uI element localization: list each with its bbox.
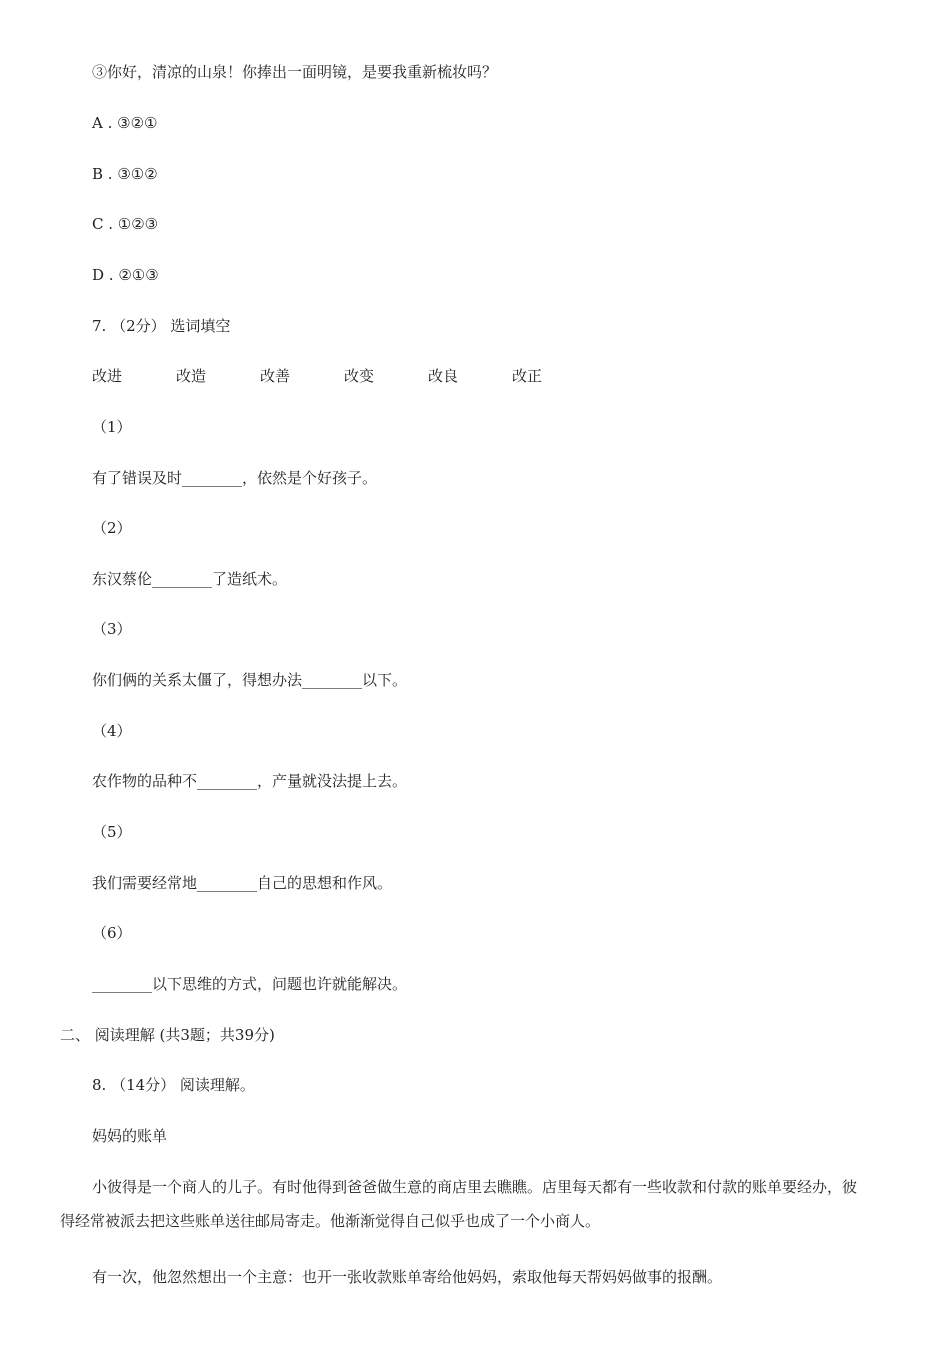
q7-item-number: （1）: [92, 418, 132, 436]
word-bank-item: 改良: [428, 367, 459, 385]
q7-item-number: （2）: [92, 519, 132, 537]
word-bank-item: 改正: [512, 367, 543, 385]
q7-heading: 7. （2分） 选词填空: [92, 317, 231, 335]
q8-heading: 8. （14分） 阅读理解。: [92, 1076, 255, 1094]
word-bank-item: 改造: [176, 367, 207, 385]
q7-item-text: 农作物的品种不________，产量就没法提上去。: [92, 772, 408, 790]
q6-sentence-3: ③你好，清凉的山泉！你捧出一面明镜，是要我重新梳妆吗？: [92, 63, 498, 81]
word-bank-item: 改变: [344, 367, 375, 385]
q7-item-text: 东汉蔡伦________了造纸术。: [92, 570, 288, 588]
q6-option-b[interactable]: B . ③①②: [92, 165, 158, 183]
q6-option-a[interactable]: A . ③②①: [92, 114, 158, 132]
q7-item-number: （3）: [92, 620, 132, 638]
q7-item-text: 你们俩的关系太僵了，得想办法________以下。: [92, 671, 408, 689]
q6-option-c[interactable]: C . ①②③: [92, 215, 159, 233]
q7-item-number: （5）: [92, 823, 132, 841]
q7-word-bank: [92, 366, 596, 386]
q7-item-text: ________以下思维的方式，问题也许就能解决。: [92, 975, 408, 993]
q7-item-number: （6）: [92, 924, 132, 942]
word-bank-item: 改进: [92, 367, 123, 385]
q6-option-d[interactable]: D . ②①③: [92, 266, 159, 284]
section-2-heading: 二、 阅读理解 (共3题；共39分): [60, 1026, 275, 1044]
passage-paragraph-2: 有一次，他忽然想出一个主意：也开一张收款账单寄给他妈妈，索取他每天帮妈妈做事的报酬。: [92, 1268, 723, 1286]
q7-item-text: 我们需要经常地________自己的思想和作风。: [92, 874, 393, 892]
passage-title: 妈妈的账单: [92, 1127, 168, 1145]
q7-item-number: （4）: [92, 722, 132, 740]
passage-paragraph-1: 小彼得是一个商人的儿子。有时他得到爸爸做生意的商店里去瞧瞧。店里每天都有一些收款和付款的账单要经办，彼得经常被派去把这些账单送往邮局寄走。他渐渐觉得自己似乎也成了一个小商人。: [60, 1178, 858, 1230]
q7-item-text: 有了错误及时________，依然是个好孩子。: [92, 469, 378, 487]
word-bank-item: 改善: [260, 367, 291, 385]
